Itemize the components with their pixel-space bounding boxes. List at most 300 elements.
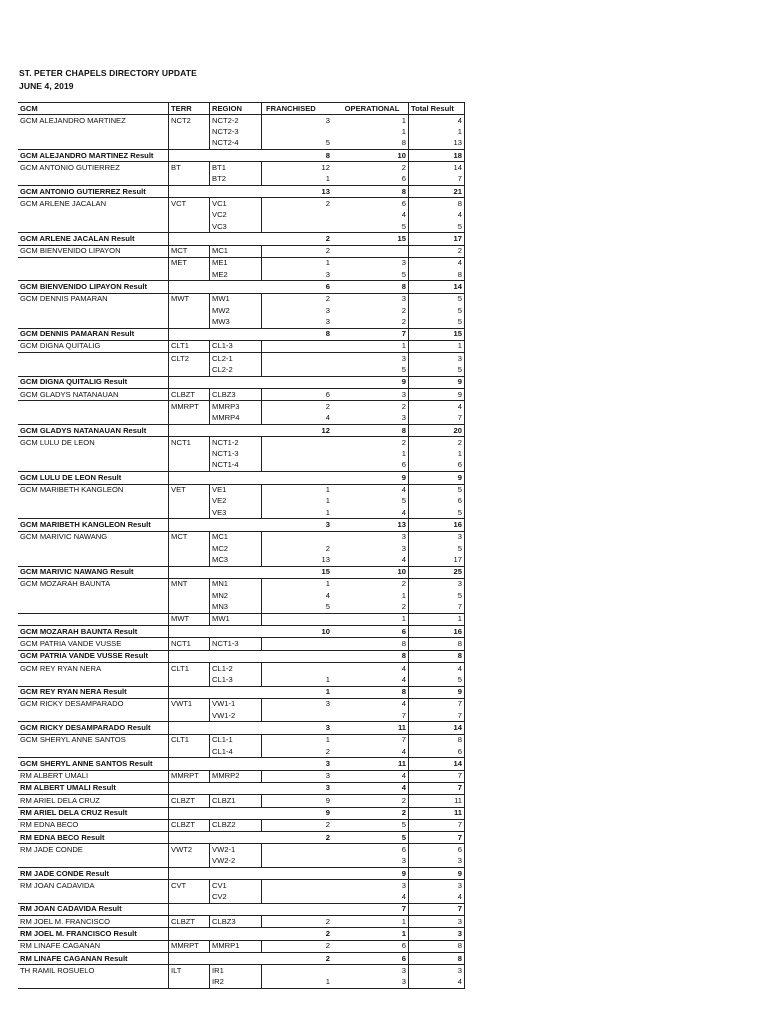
result-row xyxy=(18,425,465,437)
gcm-cell: GCM PATRIA VANDE VUSSE Result xyxy=(18,650,169,662)
table-row xyxy=(18,460,465,472)
table-row xyxy=(18,601,465,613)
gcm-cell: GCM REY RYAN NERA Result xyxy=(18,686,169,698)
terr-cell xyxy=(169,413,210,425)
franchised-cell xyxy=(262,210,337,221)
franchised-cell xyxy=(262,638,337,650)
region-cell: VW1-1 xyxy=(210,698,262,710)
terr-cell xyxy=(169,758,210,770)
terr-cell: MMRPT xyxy=(169,401,210,413)
franchised-cell xyxy=(262,472,337,484)
region-cell: CV1 xyxy=(210,880,262,892)
region-cell: ME1 xyxy=(210,257,262,269)
gcm-cell xyxy=(18,210,169,221)
terr-cell: CVT xyxy=(169,880,210,892)
table-row xyxy=(18,496,465,507)
franchised-cell: 2 xyxy=(325,294,330,304)
total-cell: 5 xyxy=(409,590,465,601)
terr-cell xyxy=(169,782,210,794)
region-cell: NCT1-4 xyxy=(210,460,262,472)
terr-cell xyxy=(169,903,210,915)
franchised-cell xyxy=(262,531,337,543)
operational-cell: 2 xyxy=(336,578,409,590)
table-row xyxy=(18,965,465,977)
operational-cell: 5 xyxy=(336,221,409,233)
region-cell: MN3 xyxy=(210,601,262,613)
franchised-cell: 9 xyxy=(325,795,330,805)
terr-cell xyxy=(169,150,210,162)
terr-cell xyxy=(169,626,210,638)
result-row xyxy=(18,722,465,734)
result-row xyxy=(18,233,465,245)
region-cell: MW2 xyxy=(210,305,262,316)
gcm-cell xyxy=(18,257,169,269)
operational-cell: 6 xyxy=(336,953,409,965)
terr-cell xyxy=(169,233,210,245)
total-cell: 6 xyxy=(409,460,465,472)
gcm-cell: GCM MARIVIC NAWANG Result xyxy=(18,566,169,578)
region-cell: CV2 xyxy=(210,892,262,904)
operational-cell: 4 xyxy=(336,210,409,221)
terr-cell xyxy=(169,138,210,150)
table-row xyxy=(18,269,465,281)
region-cell xyxy=(210,722,262,734)
franchised-cell xyxy=(262,965,337,977)
total-cell: 6 xyxy=(409,844,465,856)
operational-cell: 1 xyxy=(336,916,409,928)
total-cell: 8 xyxy=(409,638,465,650)
gcm-cell: GCM DENNIS PAMARAN Result xyxy=(18,328,169,340)
gcm-cell: GCM PATRIA VANDE VUSSE xyxy=(18,638,169,650)
total-cell: 7 xyxy=(409,819,465,831)
total-cell: 7 xyxy=(409,832,465,844)
total-cell: 4 xyxy=(409,892,465,904)
operational-cell: 1 xyxy=(336,928,409,940)
operational-cell: 3 xyxy=(336,293,409,305)
operational-cell xyxy=(336,245,409,257)
terr-cell xyxy=(169,807,210,819)
terr-cell xyxy=(169,305,210,316)
gcm-cell: GCM GLADYS NATANAUAN Result xyxy=(18,425,169,437)
gcm-cell xyxy=(18,710,169,722)
terr-cell xyxy=(169,832,210,844)
total-cell: 8 xyxy=(409,734,465,746)
total-cell: 8 xyxy=(409,198,465,210)
operational-cell: 3 xyxy=(336,543,409,554)
operational-cell: 3 xyxy=(336,257,409,269)
franchised-cell xyxy=(262,437,337,449)
total-cell: 5 xyxy=(409,293,465,305)
operational-cell: 4 xyxy=(336,746,409,758)
gcm-cell xyxy=(18,507,169,519)
franchised-cell: 3 xyxy=(325,771,330,781)
region-cell: CL1-3 xyxy=(210,674,262,686)
table-row xyxy=(18,115,465,127)
franchised-cell: 3 xyxy=(262,722,337,734)
operational-cell: 11 xyxy=(336,722,409,734)
operational-cell: 6 xyxy=(336,940,409,952)
gcm-cell xyxy=(18,365,169,377)
terr-cell xyxy=(169,543,210,554)
region-cell xyxy=(210,626,262,638)
operational-cell: 5 xyxy=(336,365,409,377)
total-cell: 14 xyxy=(409,722,465,734)
total-cell: 3 xyxy=(409,856,465,868)
total-cell: 7 xyxy=(409,174,465,186)
operational-cell: 9 xyxy=(336,472,409,484)
gcm-cell xyxy=(18,221,169,233)
gcm-cell: GCM MARIVIC NAWANG xyxy=(18,531,169,543)
region-cell: IR2 xyxy=(210,977,262,989)
operational-cell: 11 xyxy=(336,758,409,770)
table-row xyxy=(18,977,465,989)
terr-cell: MNT xyxy=(169,578,210,590)
terr-cell: MCT xyxy=(169,531,210,543)
terr-cell xyxy=(169,710,210,722)
region-cell: CL1-2 xyxy=(210,662,262,674)
terr-cell: VWT2 xyxy=(169,844,210,856)
header-total-result: Total Result xyxy=(409,103,465,115)
total-cell: 5 xyxy=(409,484,465,496)
table-row xyxy=(18,710,465,722)
table-row xyxy=(18,916,465,928)
operational-cell: 8 xyxy=(336,138,409,150)
franchised-cell: 3 xyxy=(325,699,330,709)
terr-cell xyxy=(169,868,210,880)
region-cell xyxy=(210,782,262,794)
gcm-cell xyxy=(18,590,169,601)
operational-cell: 2 xyxy=(336,795,409,807)
terr-cell: MWT xyxy=(169,613,210,625)
table-row xyxy=(18,221,465,233)
operational-cell: 5 xyxy=(336,819,409,831)
table-row xyxy=(18,578,465,590)
table-row xyxy=(18,940,465,952)
total-cell: 20 xyxy=(409,425,465,437)
franchised-cell: 2 xyxy=(325,941,330,951)
gcm-cell xyxy=(18,316,169,328)
operational-cell: 2 xyxy=(336,316,409,328)
gcm-cell: RM ARIEL DELA CRUZ xyxy=(18,795,169,807)
gcm-cell: GCM BIENVENIDO LIPAYON xyxy=(18,245,169,257)
total-cell: 9 xyxy=(409,868,465,880)
total-cell: 15 xyxy=(409,328,465,340)
region-cell: CLBZ3 xyxy=(210,389,262,401)
total-cell: 18 xyxy=(409,150,465,162)
franchised-cell xyxy=(262,340,337,352)
gcm-cell: GCM ALEJANDRO MARTINEZ xyxy=(18,115,169,127)
operational-cell: 5 xyxy=(336,496,409,507)
region-cell: CLBZ3 xyxy=(210,916,262,928)
terr-cell xyxy=(169,601,210,613)
total-cell: 11 xyxy=(409,807,465,819)
gcm-cell: GCM REY RYAN NERA xyxy=(18,662,169,674)
total-cell: 8 xyxy=(409,940,465,952)
gcm-cell: GCM GLADYS NATANAUAN xyxy=(18,389,169,401)
operational-cell: 3 xyxy=(336,531,409,543)
operational-cell: 3 xyxy=(336,413,409,425)
total-cell: 14 xyxy=(409,758,465,770)
total-cell: 3 xyxy=(409,928,465,940)
gcm-cell xyxy=(18,460,169,472)
terr-cell xyxy=(169,928,210,940)
franchised-cell: 10 xyxy=(262,626,337,638)
total-cell: 5 xyxy=(409,507,465,519)
table-row xyxy=(18,484,465,496)
gcm-cell xyxy=(18,174,169,186)
total-cell: 4 xyxy=(409,210,465,221)
operational-cell: 8 xyxy=(336,425,409,437)
result-row xyxy=(18,328,465,340)
franchised-cell xyxy=(262,844,337,856)
operational-cell: 4 xyxy=(336,698,409,710)
region-cell xyxy=(210,328,262,340)
gcm-cell: RM ALBERT UMALI xyxy=(18,770,169,782)
operational-cell: 9 xyxy=(336,868,409,880)
total-cell: 9 xyxy=(409,686,465,698)
total-cell: 5 xyxy=(409,365,465,377)
gcm-cell: GCM BIENVENIDO LIPAYON Result xyxy=(18,281,169,293)
result-row xyxy=(18,928,465,940)
total-cell: 7 xyxy=(409,782,465,794)
operational-cell: 3 xyxy=(336,389,409,401)
gcm-cell xyxy=(18,269,169,281)
total-cell: 3 xyxy=(409,965,465,977)
franchised-cell: 1 xyxy=(325,174,330,184)
region-cell xyxy=(210,758,262,770)
region-cell xyxy=(210,868,262,880)
total-cell: 6 xyxy=(409,746,465,758)
franchised-cell: 3 xyxy=(262,758,337,770)
region-cell xyxy=(210,953,262,965)
operational-cell: 7 xyxy=(336,903,409,915)
total-cell: 4 xyxy=(409,257,465,269)
operational-cell: 10 xyxy=(336,150,409,162)
gcm-cell xyxy=(18,601,169,613)
franchised-cell: 9 xyxy=(262,807,337,819)
gcm-cell: GCM ARLENE JACALAN Result xyxy=(18,233,169,245)
terr-cell: MCT xyxy=(169,245,210,257)
franchised-cell: 12 xyxy=(262,425,337,437)
franchised-cell: 3 xyxy=(325,316,330,326)
franchised-cell: 2 xyxy=(325,198,330,208)
franchised-cell xyxy=(262,365,337,377)
gcm-cell xyxy=(18,892,169,904)
gcm-cell: RM ARIEL DELA CRUZ Result xyxy=(18,807,169,819)
gcm-cell xyxy=(18,674,169,686)
operational-cell: 7 xyxy=(336,328,409,340)
total-cell: 13 xyxy=(409,138,465,150)
operational-cell: 4 xyxy=(336,507,409,519)
total-cell: 16 xyxy=(409,626,465,638)
region-cell xyxy=(210,186,262,198)
result-row xyxy=(18,626,465,638)
total-cell: 5 xyxy=(409,316,465,328)
franchised-cell: 2 xyxy=(262,401,337,413)
terr-cell xyxy=(169,460,210,472)
total-cell: 17 xyxy=(409,233,465,245)
franchised-cell xyxy=(262,449,337,460)
gcm-cell xyxy=(18,554,169,566)
gcm-cell: GCM RICKY DESAMPARADO Result xyxy=(18,722,169,734)
table-row xyxy=(18,746,465,758)
total-cell: 21 xyxy=(409,186,465,198)
terr-cell: NCT1 xyxy=(169,638,210,650)
terr-cell xyxy=(169,472,210,484)
table-row xyxy=(18,353,465,365)
region-cell xyxy=(210,376,262,388)
operational-cell: 3 xyxy=(336,977,409,989)
total-cell: 7 xyxy=(409,601,465,613)
region-cell: MW3 xyxy=(210,316,262,328)
terr-cell xyxy=(169,186,210,198)
region-cell: MMRP1 xyxy=(210,940,262,952)
result-row xyxy=(18,650,465,662)
operational-cell: 2 xyxy=(336,437,409,449)
terr-cell xyxy=(169,496,210,507)
terr-cell xyxy=(169,316,210,328)
table-row xyxy=(18,698,465,710)
operational-cell: 6 xyxy=(336,844,409,856)
region-cell: CL2-1 xyxy=(210,353,262,365)
franchised-cell: 2 xyxy=(262,953,337,965)
table-row xyxy=(18,389,465,401)
terr-cell xyxy=(169,856,210,868)
region-cell: ME2 xyxy=(210,269,262,281)
region-cell xyxy=(210,233,262,245)
franchised-cell: 1 xyxy=(262,977,337,989)
table-row xyxy=(18,174,465,186)
gcm-cell xyxy=(18,746,169,758)
gcm-cell xyxy=(18,127,169,138)
total-cell: 25 xyxy=(409,566,465,578)
terr-cell: MET xyxy=(169,257,210,269)
table-row xyxy=(18,198,465,210)
table-row xyxy=(18,437,465,449)
header-gcm: GCM xyxy=(18,103,169,115)
terr-cell xyxy=(169,269,210,281)
table-row xyxy=(18,449,465,460)
region-cell: VW1-2 xyxy=(210,710,262,722)
operational-cell: 4 xyxy=(336,554,409,566)
franchised-cell xyxy=(262,880,337,892)
gcm-cell xyxy=(18,449,169,460)
terr-cell: CLT1 xyxy=(169,662,210,674)
franchised-cell: 1 xyxy=(325,496,330,506)
total-cell: 2 xyxy=(409,437,465,449)
region-cell xyxy=(210,903,262,915)
total-cell: 1 xyxy=(409,449,465,460)
region-cell xyxy=(210,832,262,844)
franchised-cell: 1 xyxy=(325,735,330,745)
table-row xyxy=(18,856,465,868)
region-cell: NCT1-3 xyxy=(210,638,262,650)
franchised-cell xyxy=(262,710,337,722)
franchised-cell: 3 xyxy=(325,305,330,315)
region-cell: VW2-2 xyxy=(210,856,262,868)
operational-cell: 8 xyxy=(336,650,409,662)
region-cell: CLBZ2 xyxy=(210,819,262,831)
operational-cell: 4 xyxy=(336,484,409,496)
franchised-cell: 2 xyxy=(262,233,337,245)
total-cell: 14 xyxy=(409,281,465,293)
region-cell xyxy=(210,807,262,819)
terr-cell xyxy=(169,328,210,340)
operational-cell: 4 xyxy=(336,662,409,674)
table-row xyxy=(18,340,465,352)
franchised-cell: 1 xyxy=(325,507,330,517)
terr-cell xyxy=(169,686,210,698)
table-row xyxy=(18,257,465,269)
result-row xyxy=(18,807,465,819)
table-row xyxy=(18,892,465,904)
franchised-cell xyxy=(262,353,337,365)
table-row xyxy=(18,819,465,831)
operational-cell: 1 xyxy=(336,590,409,601)
region-cell: VC1 xyxy=(210,198,262,210)
terr-cell: CLBZT xyxy=(169,389,210,401)
operational-cell: 2 xyxy=(336,807,409,819)
table-row xyxy=(18,844,465,856)
terr-cell: VCT xyxy=(169,198,210,210)
total-cell: 5 xyxy=(409,221,465,233)
gcm-cell: GCM ANTONIO GUTIERREZ xyxy=(18,162,169,174)
franchised-cell xyxy=(262,856,337,868)
terr-cell: NCT2 xyxy=(169,115,210,127)
gcm-cell xyxy=(18,543,169,554)
terr-cell: CLBZT xyxy=(169,916,210,928)
total-cell: 4 xyxy=(409,115,465,127)
region-cell: MW1 xyxy=(210,293,262,305)
operational-cell: 5 xyxy=(336,832,409,844)
region-cell: MC3 xyxy=(210,554,262,566)
operational-cell: 4 xyxy=(336,770,409,782)
region-cell: MW1 xyxy=(210,613,262,625)
region-cell xyxy=(210,928,262,940)
total-cell: 17 xyxy=(409,554,465,566)
total-cell: 4 xyxy=(409,401,465,413)
table-row xyxy=(18,210,465,221)
gcm-cell: GCM SHERYL ANNE SANTOS Result xyxy=(18,758,169,770)
terr-cell xyxy=(169,376,210,388)
result-row xyxy=(18,566,465,578)
operational-cell: 8 xyxy=(336,686,409,698)
total-cell: 3 xyxy=(409,531,465,543)
franchised-cell: 2 xyxy=(325,543,330,553)
gcm-cell xyxy=(18,496,169,507)
region-cell: NCT1-2 xyxy=(210,437,262,449)
result-row xyxy=(18,150,465,162)
terr-cell xyxy=(169,281,210,293)
terr-cell xyxy=(169,953,210,965)
region-cell: VE3 xyxy=(210,507,262,519)
table-row xyxy=(18,507,465,519)
table-row xyxy=(18,401,465,413)
region-cell: VW2-1 xyxy=(210,844,262,856)
franchised-cell: 15 xyxy=(262,566,337,578)
gcm-cell: RM JADE CONDE Result xyxy=(18,868,169,880)
operational-cell: 1 xyxy=(336,449,409,460)
region-cell: CLBZ1 xyxy=(210,795,262,807)
region-cell xyxy=(210,472,262,484)
total-cell: 4 xyxy=(409,662,465,674)
result-row xyxy=(18,186,465,198)
total-cell: 2 xyxy=(409,245,465,257)
operational-cell: 15 xyxy=(336,233,409,245)
gcm-cell: GCM DENNIS PAMARAN xyxy=(18,293,169,305)
franchised-cell: 12 xyxy=(321,163,330,173)
terr-cell xyxy=(169,210,210,221)
